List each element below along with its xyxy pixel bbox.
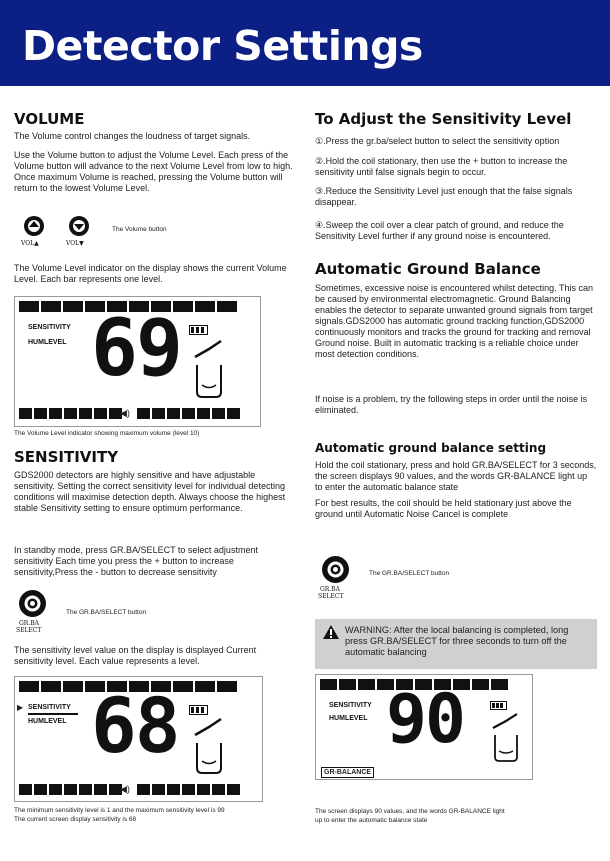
sensitivity-instructions: In standby mode, press GR.BA/SELECT to select adjustment sensitivity Each time you press the + button to increase sensitivity,Press the - button to decrease sensitivity [14,545,258,577]
gear-icon [19,590,46,617]
agb-setting-tip: For best results, the coil should be held stationary just above the ground until Automatic Noise Cancel is complete [315,498,572,519]
page-title: Detector Settings [22,22,423,70]
gr-ba-label: GR.BA [320,586,340,593]
sensitivity-lcd-display [14,676,263,802]
volume-up-label: VOL▲ [21,240,39,247]
battery-icon [189,705,208,715]
detector-coil-icon [488,711,524,763]
lcd-value: 69 [91,304,181,394]
sensitivity-heading: SENSITIVITY [14,448,119,466]
sensitivity-indicator: SENSITIVITY [28,704,71,711]
lcd-value: 90 [386,680,464,759]
lcd-value: 68 [91,681,179,770]
adjust-step-4: ④.Sweep the coil over a clear patch of ground, and reduce the Sensitivity Level further if any ground noise is encountered. [315,220,564,241]
volume-level-text: The Volume Level indicator on the display shows the current Volume Level. Each bar represents one level. [14,263,287,284]
ground-balance-lcd-display [315,674,533,780]
gr-balance-indicator [321,767,374,778]
agb-setting-heading: Automatic ground balance setting [315,441,547,455]
gr-ba-label: GR.BA [19,620,39,627]
humlevel-indicator: HUMLEVEL [28,718,67,725]
bottom-indicator-bars [19,408,122,419]
volume-button-caption: The Volume button [112,226,167,233]
volume-down-label: VOL▼ [66,240,84,247]
adjust-step-2: ②.Hold the coil stationary, then use the + button to increase the sensitivity until false signals begin to occur. [315,156,568,177]
warning-text: WARNING: After the local balancing is completed, long press GR.BA/SELECT for three seconds to turn off the automatic balancing [345,625,569,657]
battery-icon [189,325,208,335]
warning-box [315,619,597,669]
sensitivity-indicator: SENSITIVITY [329,702,372,709]
adjust-heading: To Adjust the Sensitivity Level [315,110,572,128]
volume-lcd-display [14,296,261,427]
selected-arrow-icon: ▶ [17,703,24,712]
humlevel-indicator: HUMLEVEL [329,715,368,722]
humlevel-indicator: HUMLEVEL [28,339,67,346]
title-banner [0,0,610,86]
gr-ba-select-button[interactable] [19,590,46,617]
bottom-indicator-bars-right [137,784,240,795]
speaker-icon: ◀) [120,408,130,418]
detector-coil-icon [189,337,229,399]
volume-instructions: Use the Volume button to adjust the Volume Level. Each press of the Volume button will advance to the next Volume Level from low to high. Once maximum Volume is reached, pressing the Volume button will return to the lowest Volume Level. [14,150,293,193]
adjust-step-3: ③.Reduce the Sensitivity Level just enough that the false signals disappear. [315,186,573,207]
select-label: SELECT [318,593,344,600]
sensitivity-indicator: SENSITIVITY [28,324,71,331]
sensitivity-intro: GDS2000 detectors are highly sensitive and have adjustable sensitivity. Setting the correct sensitivity level for individual detecting conditions will maximise detection depth. Always choose the highest stable Sensitivity setting to ensure optimum performance. [14,470,286,513]
warning-icon [323,625,339,639]
speaker-icon: ◀) [120,784,130,794]
detector-coil-icon [189,715,229,775]
select-label: SELECT [16,627,42,634]
gr-ba-select-button-2[interactable] [322,556,349,583]
gr-ba-button-caption: The GR.BA/SELECT button [66,609,147,616]
battery-icon [490,701,507,710]
gear-icon [322,556,349,583]
agb-noise-text: If noise is a problem, try the following steps in order until the noise is eliminated. [315,394,588,415]
sensitivity-level-text: The sensitivity level value on the display is displayed Current sensitivity level. Each value represents a level. [14,645,257,666]
agb-setting-text: Hold the coil stationary, press and hold GR.BA/SELECT for 3 seconds, the screen displays 90 values, and the words GR-BALANCE light up to enter the automatic balance state [315,460,597,492]
sensitivity-caption-1: The minimum sensitivity level is 1 and the maximum sensitivity level is 99 [14,807,225,814]
lcd3-caption-1: The screen displays 90 values, and the words GR-BALANCE light [315,808,505,815]
agb-heading: Automatic Ground Balance [315,260,541,278]
volume-heading: VOLUME [14,110,85,128]
sensitivity-underline [28,713,78,715]
bottom-indicator-bars [19,784,122,795]
adjust-step-1: ①.Press the gr.ba/select button to select the sensitivity option [315,136,560,146]
gr-ba-button-caption-2: The GR.BA/SELECT button [369,570,450,577]
agb-text: Sometimes, excessive noise is encountered whilst detecting. This can be caused by environmental electromagnetic. Ground Balancing enables the detector to separate unwanted ground signals from target signals.GDS2000 has automatic ground tracking function,GDS2000 continuously monitors and tracks the ground for tracking and removal Ground noise. Built in automatic tracking is a reliable choice under most detection conditions. [315,283,593,359]
volume-lcd-caption: The Volume Level indicator showing maximum volume (level 10) [14,430,200,437]
volume-intro: The Volume control changes the loudness of target signals. [14,131,251,141]
lcd3-caption-2: up to enter the automatic balance state [315,817,428,824]
volume-up-button[interactable] [24,216,44,236]
volume-down-button[interactable] [69,216,89,236]
sensitivity-caption-2: The current screen display sensitivity is 68 [14,816,137,823]
bottom-indicator-bars-right [137,408,240,419]
gr-balance-label: GR-BALANCE [324,769,372,776]
